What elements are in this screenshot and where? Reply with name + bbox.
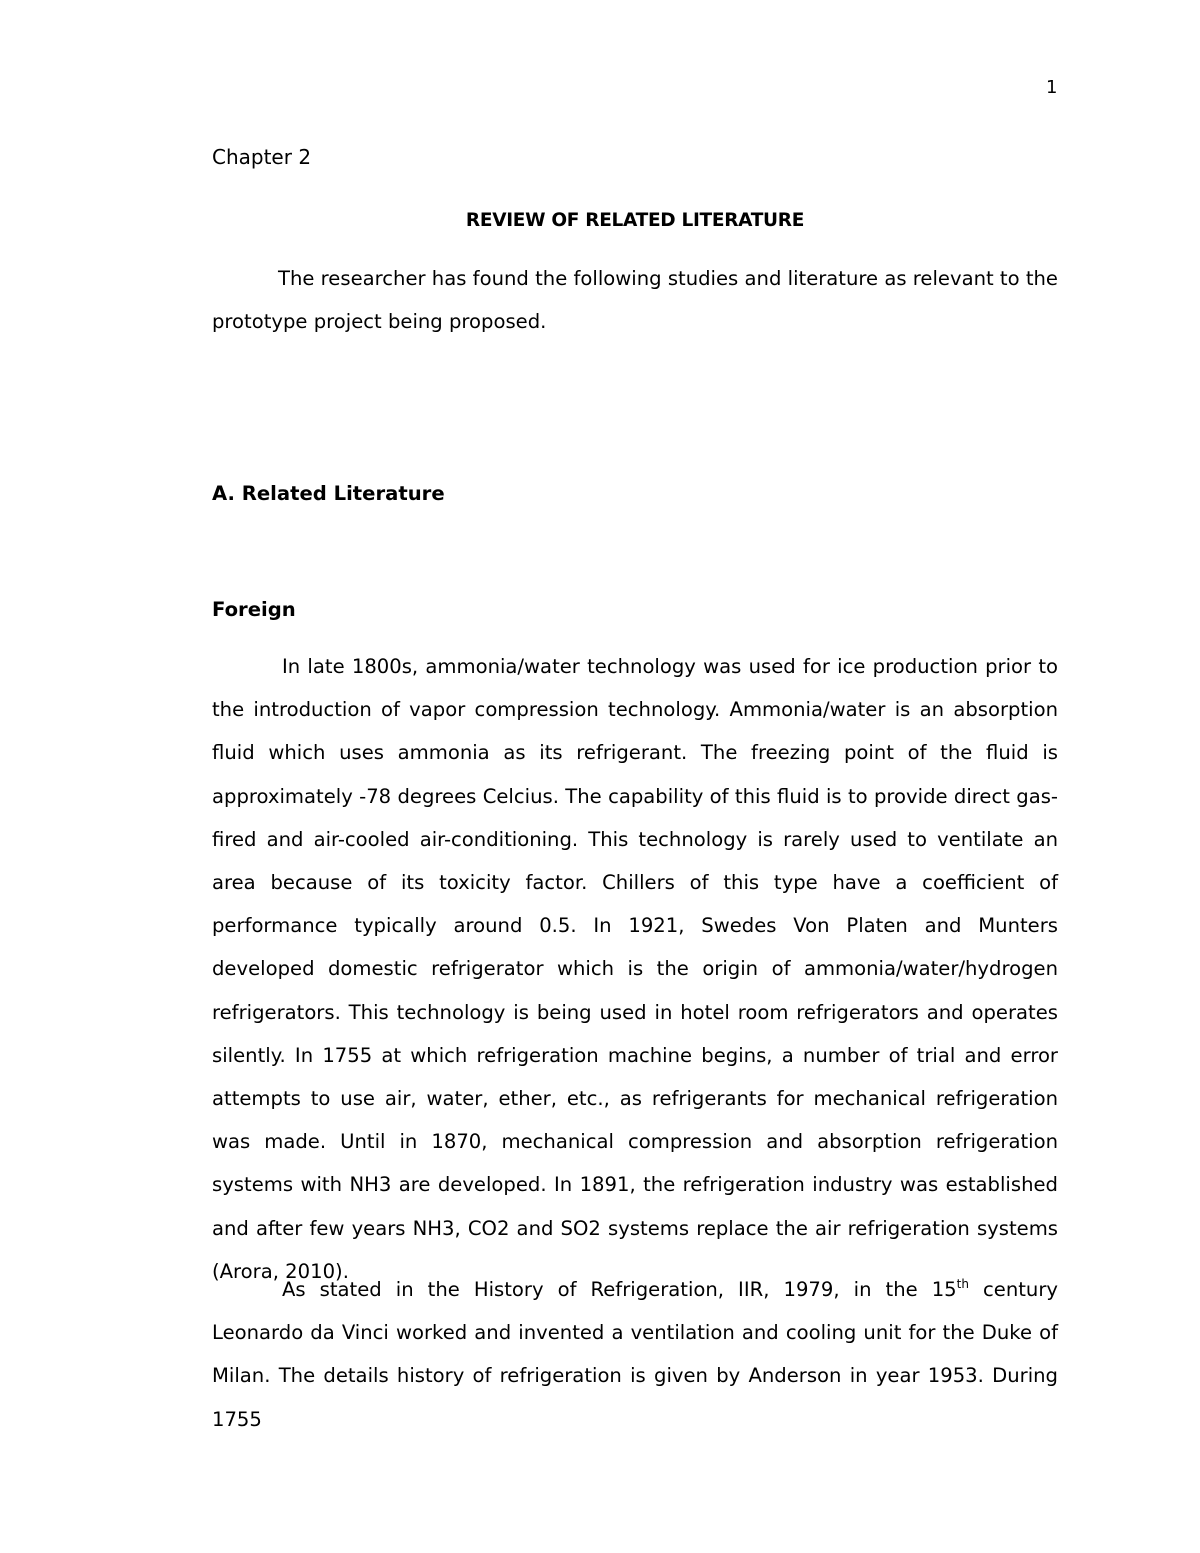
section-heading-related-literature: A. Related Literature bbox=[212, 482, 445, 505]
body-paragraph-1: In late 1800s, ammonia/water technology was used for ice production prior to the introduction of vapor compression technology. Ammonia/water is an absorption fluid which uses ammonia as its refrigerant. The freezing point of the fluid is approximately -78 degrees Celcius. The capability of this fluid is to provide direct gas-fired and air-cooled air-conditioning. This technology is rarely used to ventilate an area because of its toxicity factor. Chillers of this type have a coefficient of performance typically around 0.5. In 1921, Swedes Von Platen and Munters developed domestic refrigerator which is the origin of ammonia/water/hydrogen refrigerators. This technology is being used in hotel room refrigerators and operates silently. In 1755 at which refrigeration machine begins, a number of trial and error attempts to use air, water, ether, etc., as refrigerants for mechanical refrigeration was made. Until in 1870, mechanical compression and absorption refrigeration systems with NH3 are developed. In 1891, the refrigeration industry was established and after few years NH3, CO2 and SO2 systems replace the air refrigeration systems (Arora, 2010). bbox=[212, 655, 1058, 1283]
subsection-heading-foreign: Foreign bbox=[212, 598, 296, 621]
body-paragraph-2 bbox=[212, 1268, 1058, 1441]
page-number: 1 bbox=[1046, 77, 1058, 98]
ordinal-superscript: th bbox=[956, 1277, 969, 1291]
paragraph-2-text-start: As stated in the History of Refrigeration, IIR, 1979, in the 15 bbox=[282, 1278, 957, 1301]
chapter-label: Chapter 2 bbox=[212, 145, 312, 169]
intro-paragraph: The researcher has found the following studies and literature as relevant to the prototype project being proposed. bbox=[212, 267, 1058, 334]
page-title: REVIEW OF RELATED LITERATURE bbox=[465, 210, 805, 231]
paragraph-2-text-end: century Leonardo da Vinci worked and invented a ventilation and cooling unit for the Duke of Milan. The details history of refrigeration is given by Anderson in year 1953. During 1755 bbox=[212, 1278, 1059, 1431]
